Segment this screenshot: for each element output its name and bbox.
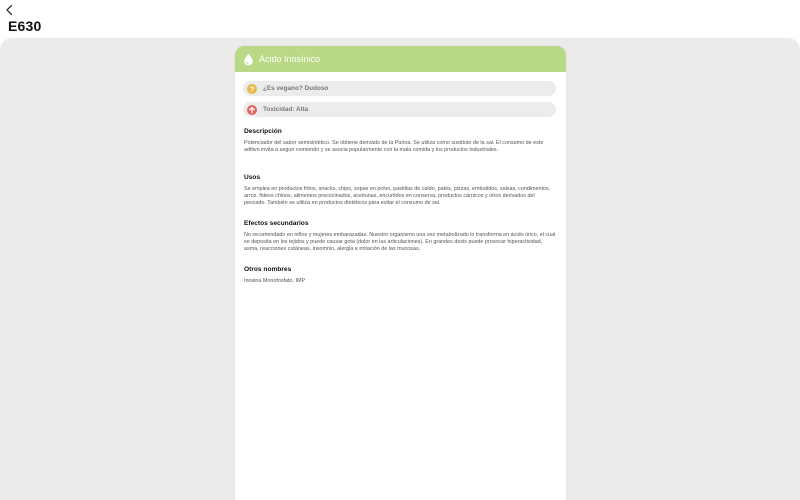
card-header xyxy=(235,46,566,72)
question-icon xyxy=(247,84,257,94)
vegan-status-label: ¿Es vegano? Dudoso xyxy=(263,85,329,92)
toxicity-label: Toxicidad: Alta xyxy=(263,106,309,113)
section-body-descripcion: Potenciador del sabor semisintético. Se obtiene derivado de la Purina. Se utiliza como sustituto de la sal. El consumo de este aditivo invita a seguir comiendo y se asocia popularmente con la mala comida y los productos industriales. xyxy=(244,140,544,153)
section-title-otros-nombres: Otros nombres xyxy=(244,266,292,273)
section-body-usos: Se emplea en productos fritos, snacks, chips, sopas en polvo, pastillas de caldo, patés, pizzas, embutidos, salsas, condimentos, arroz, fideos chinos, alimentos precocinados, aceitunas, encurtidos en conserva, productos cárnicos y otros derivados del pescado. También se utiliza en productos dietéticos para evitar el consumo de sal. xyxy=(244,186,551,206)
vegan-status-pill xyxy=(243,81,556,96)
back-button[interactable] xyxy=(3,3,17,17)
section-title-efectos: Efectos secundarios xyxy=(244,220,309,227)
section-body-otros-nombres: Inosina Monofosfato, IMP xyxy=(244,278,306,284)
section-title-descripcion: Descripción xyxy=(244,128,282,135)
card-title: Ácido Inosínico xyxy=(259,54,321,64)
top-bar xyxy=(0,0,800,38)
svg-text:?: ? xyxy=(249,84,255,94)
drop-icon xyxy=(243,53,254,66)
page-title: E630 xyxy=(8,18,42,34)
section-title-usos: Usos xyxy=(244,174,261,181)
toxicity-pill xyxy=(243,102,556,117)
additive-card xyxy=(235,46,566,500)
section-body-efectos: No recomendado en niños y mujeres embarazadas. Nuestro organismo una vez metabolizado lo transforma en ácido úrico, el cual se deposita en los tejidos y puede causar gota (dolor en las articulaciones). En grandes dosis puede provocar hiperactividad, asma, reacciones cutáneas, insomnio, alergia e irritación de las mucosas. xyxy=(244,232,556,252)
arrow-up-icon xyxy=(247,105,257,115)
chevron-left-icon xyxy=(3,3,17,17)
